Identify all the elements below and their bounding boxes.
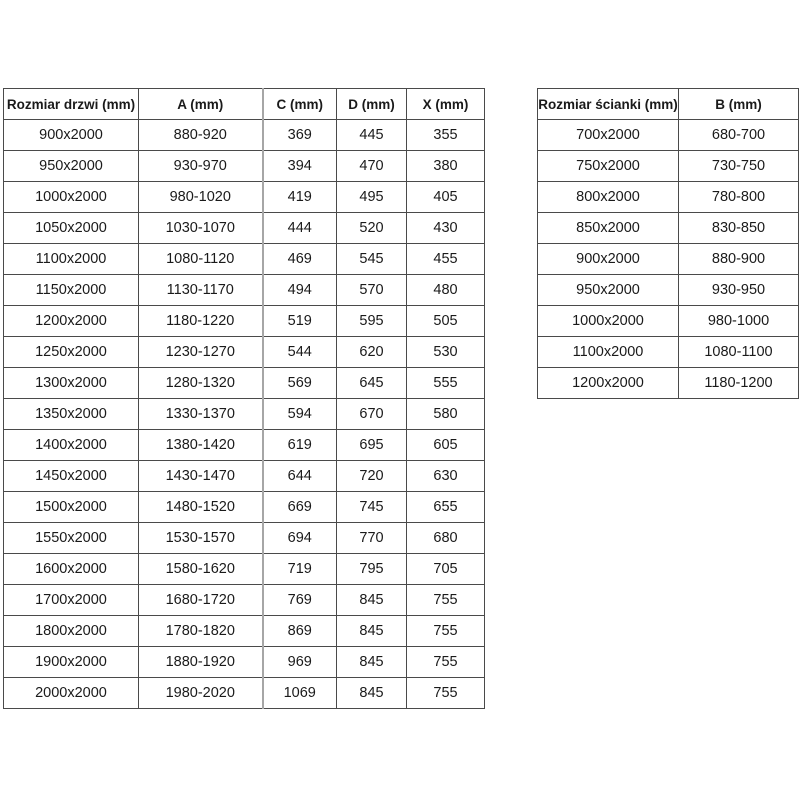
table-cell: 845: [337, 678, 407, 709]
table-cell: 1200x2000: [538, 368, 679, 399]
table-cell: 719: [263, 554, 337, 585]
table-cell: 680-700: [679, 120, 799, 151]
table-cell: 869: [263, 616, 337, 647]
table-row: [4, 616, 485, 647]
table-cell: 1400x2000: [4, 430, 139, 461]
table-cell: 570: [337, 275, 407, 306]
table-cell: 845: [337, 647, 407, 678]
table-row: [4, 182, 485, 213]
table-cell: 880-900: [679, 244, 799, 275]
table-cell: 630: [407, 461, 485, 492]
table-cell: 845: [337, 585, 407, 616]
table-row: [4, 368, 485, 399]
table-row: [538, 306, 799, 337]
table-cell: 1280-1320: [139, 368, 263, 399]
table-cell: 530: [407, 337, 485, 368]
table-cell: 900x2000: [4, 120, 139, 151]
table-cell: 1530-1570: [139, 523, 263, 554]
table-row: [4, 244, 485, 275]
table-cell: 950x2000: [538, 275, 679, 306]
table-cell: 645: [337, 368, 407, 399]
table-cell: 1500x2000: [4, 492, 139, 523]
table-cell: 694: [263, 523, 337, 554]
column-header: D (mm): [337, 89, 407, 120]
table-cell: 1330-1370: [139, 399, 263, 430]
table-cell: 469: [263, 244, 337, 275]
table-cell: 1430-1470: [139, 461, 263, 492]
table-cell: 445: [337, 120, 407, 151]
table-cell: 644: [263, 461, 337, 492]
table-cell: 1080-1100: [679, 337, 799, 368]
header-row: [538, 89, 799, 120]
header-row: [4, 89, 485, 120]
table-cell: 1350x2000: [4, 399, 139, 430]
table-cell: 1000x2000: [4, 182, 139, 213]
table-cell: 444: [263, 213, 337, 244]
table-cell: 1980-2020: [139, 678, 263, 709]
table-cell: 1800x2000: [4, 616, 139, 647]
table-cell: 495: [337, 182, 407, 213]
table-cell: 580: [407, 399, 485, 430]
table-cell: 695: [337, 430, 407, 461]
table-row: [538, 337, 799, 368]
table-cell: 619: [263, 430, 337, 461]
table-cell: 669: [263, 492, 337, 523]
table-cell: 1700x2000: [4, 585, 139, 616]
table-cell: 800x2000: [538, 182, 679, 213]
table-row: [4, 554, 485, 585]
table-cell: 380: [407, 151, 485, 182]
table-row: [4, 461, 485, 492]
table-row: [4, 399, 485, 430]
table-cell: 2000x2000: [4, 678, 139, 709]
table-cell: 880-920: [139, 120, 263, 151]
table-cell: 455: [407, 244, 485, 275]
table-row: [4, 678, 485, 709]
table-row: [4, 151, 485, 182]
table-row: [538, 182, 799, 213]
table-cell: 1250x2000: [4, 337, 139, 368]
table-cell: 700x2000: [538, 120, 679, 151]
table-cell: 795: [337, 554, 407, 585]
table-row: [538, 120, 799, 151]
table-row: [4, 647, 485, 678]
table-cell: 705: [407, 554, 485, 585]
table-cell: 519: [263, 306, 337, 337]
table-row: [538, 275, 799, 306]
table-cell: 480: [407, 275, 485, 306]
table-cell: 605: [407, 430, 485, 461]
table-cell: 430: [407, 213, 485, 244]
table-cell: 950x2000: [4, 151, 139, 182]
table-cell: 755: [407, 678, 485, 709]
table-cell: 419: [263, 182, 337, 213]
table-cell: 569: [263, 368, 337, 399]
table-cell: 755: [407, 647, 485, 678]
table-cell: 369: [263, 120, 337, 151]
table-cell: 930-950: [679, 275, 799, 306]
column-header: X (mm): [407, 89, 485, 120]
table-row: [4, 337, 485, 368]
table-row: [4, 120, 485, 151]
table-cell: 544: [263, 337, 337, 368]
table-cell: 780-800: [679, 182, 799, 213]
table-cell: 720: [337, 461, 407, 492]
table-cell: 1880-1920: [139, 647, 263, 678]
table-row: [4, 430, 485, 461]
table-cell: 520: [337, 213, 407, 244]
table-cell: 1080-1120: [139, 244, 263, 275]
table-cell: 900x2000: [538, 244, 679, 275]
table-cell: 505: [407, 306, 485, 337]
table-cell: 620: [337, 337, 407, 368]
table-cell: 470: [337, 151, 407, 182]
column-header: C (mm): [263, 89, 337, 120]
table-cell: 1780-1820: [139, 616, 263, 647]
table-row: [538, 151, 799, 182]
table-row: [538, 244, 799, 275]
table-cell: 969: [263, 647, 337, 678]
table-cell: 1180-1220: [139, 306, 263, 337]
column-header: A (mm): [139, 89, 263, 120]
table-cell: 1300x2000: [4, 368, 139, 399]
table-cell: 670: [337, 399, 407, 430]
table-cell: 755: [407, 585, 485, 616]
table-cell: 394: [263, 151, 337, 182]
table-cell: 595: [337, 306, 407, 337]
column-header: B (mm): [679, 89, 799, 120]
table-cell: 494: [263, 275, 337, 306]
table-cell: 1150x2000: [4, 275, 139, 306]
table-cell: 1180-1200: [679, 368, 799, 399]
table-cell: 355: [407, 120, 485, 151]
table-row: [4, 492, 485, 523]
table-cell: 845: [337, 616, 407, 647]
table-cell: 730-750: [679, 151, 799, 182]
table-cell: 1200x2000: [4, 306, 139, 337]
door-size-table: [3, 88, 485, 709]
table-cell: 769: [263, 585, 337, 616]
table-cell: 655: [407, 492, 485, 523]
table-cell: 1380-1420: [139, 430, 263, 461]
table-cell: 980-1020: [139, 182, 263, 213]
table-row: [4, 306, 485, 337]
table-cell: 1480-1520: [139, 492, 263, 523]
table-cell: 1680-1720: [139, 585, 263, 616]
table-cell: 1050x2000: [4, 213, 139, 244]
table-cell: 1030-1070: [139, 213, 263, 244]
table-row: [4, 213, 485, 244]
table-cell: 1069: [263, 678, 337, 709]
column-header: Rozmiar drzwi (mm): [4, 89, 139, 120]
wall-panel-size-table: [537, 88, 799, 399]
table-cell: 1100x2000: [4, 244, 139, 275]
table-cell: 930-970: [139, 151, 263, 182]
table-cell: 1230-1270: [139, 337, 263, 368]
table-cell: 1130-1170: [139, 275, 263, 306]
table-cell: 555: [407, 368, 485, 399]
table-cell: 1900x2000: [4, 647, 139, 678]
table-cell: 680: [407, 523, 485, 554]
table-cell: 980-1000: [679, 306, 799, 337]
table-cell: 850x2000: [538, 213, 679, 244]
table-row: [538, 213, 799, 244]
table-row: [4, 275, 485, 306]
table-row: [538, 368, 799, 399]
table-cell: 830-850: [679, 213, 799, 244]
table-cell: 1580-1620: [139, 554, 263, 585]
table-cell: 770: [337, 523, 407, 554]
table-cell: 750x2000: [538, 151, 679, 182]
table-cell: 745: [337, 492, 407, 523]
table-row: [4, 585, 485, 616]
table-cell: 1550x2000: [4, 523, 139, 554]
table-cell: 594: [263, 399, 337, 430]
column-header: Rozmiar ścianki (mm): [538, 89, 679, 120]
table-cell: 1100x2000: [538, 337, 679, 368]
table-cell: 1450x2000: [4, 461, 139, 492]
table-cell: 405: [407, 182, 485, 213]
table-cell: 755: [407, 616, 485, 647]
table-cell: 1000x2000: [538, 306, 679, 337]
table-cell: 545: [337, 244, 407, 275]
table-row: [4, 523, 485, 554]
table-cell: 1600x2000: [4, 554, 139, 585]
